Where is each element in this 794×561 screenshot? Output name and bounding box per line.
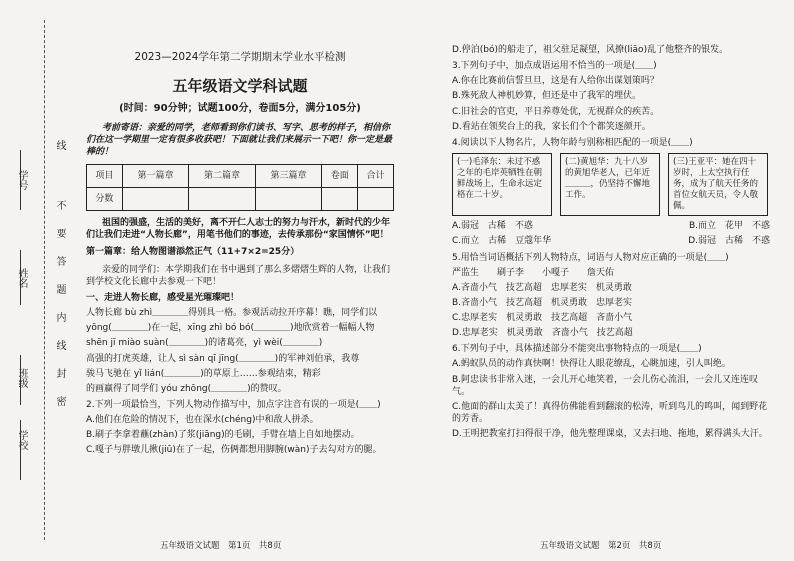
class-label: 班级 — [16, 368, 27, 388]
seal-char: 答 — [54, 256, 65, 266]
score-cell[interactable] — [358, 188, 394, 211]
score-header-cell: 合计 — [358, 165, 394, 188]
class-line — [20, 355, 21, 405]
q4-options-row1 — [452, 220, 770, 232]
q5-option: D.忠厚老实 机灵勇敢 吝啬小气 技艺高超 — [452, 328, 633, 339]
score-row-label: 分数 — [87, 188, 123, 211]
page1-footer: 五年级语文试题 第1页 共8页 — [160, 541, 282, 551]
intro-text: 祖国的强盛，生活的美好，离不开仁人志士的努力与汗水，新时代的少年们让我们走进“人物长廊”，用笔书他们的事迹，去传承那份“家国情怀”吧！ — [86, 218, 391, 241]
seal-char: 封 — [54, 368, 65, 378]
q3-option: B.殊死敌人神机妙算，但还是中了我军的埋伏。 — [452, 91, 642, 102]
q2-option: B.刷子李拿着蘸(zhàn)了浆(jiāng)的毛刷，手臂在墙上自如地摆动。 — [86, 430, 360, 441]
seal-char: 线 — [54, 140, 65, 150]
page2-footer: 五年级语文试题 第2页 共8页 — [540, 541, 662, 551]
q5-option: C.忠厚老实 机灵勇敢 技艺高超 吝啬小气 — [452, 313, 633, 324]
school-line — [20, 420, 21, 480]
q6-stem: 6.下列句子中，具体描述部分不能突出事物特点的一项是(＿＿) — [452, 344, 702, 355]
person-card: (三)王亚平：她在四十岁时，上太空执行任务，成为了航天任务的首位女航天员，令人敬佩。 — [668, 153, 768, 216]
q5-option: A.吝啬小气 技艺高超 忠厚老实 机灵勇敢 — [452, 282, 632, 293]
q1-line: yōng(＿＿＿＿)在一起，xīng zhì bó bó(＿＿＿＿)地欣赏着一幅幅人物 — [86, 323, 375, 334]
q5-block — [452, 252, 770, 340]
section1-intro: 亲爱的同学们：本学期我们在书中遇到了那么多熠熠生辉的人物，让我们到学校文化长廊中去参观一下吧！ — [86, 264, 391, 287]
q2-option: A.他们在危险的情况下，也在深水(chéng)中和敌人拼杀。 — [86, 415, 319, 426]
q5-stem: 5.用恰当词语概括下列人物特点，词语与人物对应正确的一项是(＿＿) — [452, 252, 729, 263]
q3-option: D.看站在领奖台上的我，家长们个个都笑逐颜开。 — [452, 121, 651, 132]
name-label: 姓名 — [16, 268, 27, 288]
q4-cards — [452, 153, 770, 216]
section1-heading: 第一篇章：给人物图谱添然正气（11+7×2=25分） — [86, 246, 300, 257]
left-column — [86, 28, 394, 457]
score-header-cell: 第一篇章 — [122, 165, 189, 188]
binding-dash-line — [44, 20, 45, 540]
score-cell[interactable] — [122, 188, 189, 211]
q4-option: B.而立 花甲 不惑 — [688, 221, 770, 232]
school-label: 学校 — [16, 430, 27, 450]
q3-stem: 3.下列句子中，加点成语运用不恰当的一项是(＿＿) — [452, 61, 657, 72]
score-table-score-row — [87, 188, 394, 211]
q6-option: B.阿忠读书非常入迷，一会儿开心地笑着，一会儿伤心流泪，一会儿又连连叹气。 — [452, 374, 759, 397]
q3-option: A.你在比赛前信誓旦旦，这是有人给你出谋划策吗？ — [452, 76, 659, 87]
person-card: (一)毛泽东：未过不惑之年的毛岸英牺牲在朝鲜战场上，生命永远定格在二十岁。 — [452, 153, 552, 216]
q1-line: 的画赢得了同学们 yóu zhōng(＿＿＿＿)的赞叹。 — [86, 383, 287, 394]
q1-block — [86, 307, 394, 395]
right-column — [452, 44, 770, 440]
score-cell[interactable] — [189, 188, 256, 211]
q2-option-d: D.停泊(bó)的船走了，祖父驻足凝望，风撩(liāo)乱了他整齐的银发。 — [452, 45, 729, 55]
q1-line: 高强的打虎英雄，让人 sì sàn qī jīng(＿＿＿＿)的军神刘伯承，我尊 — [86, 353, 360, 364]
binding-margin — [0, 0, 78, 561]
paper-title: 五年级语文学科试题 — [172, 77, 308, 96]
score-header-cell: 卷面 — [322, 165, 358, 188]
q5-option: B.吝啬小气 技艺高超 机灵勇敢 忠厚老实 — [452, 297, 633, 308]
exam-meta: (时间：90分钟；试题100分，卷面5分，满分105分) — [119, 103, 361, 115]
seal-char: 题 — [54, 284, 65, 294]
score-header-cell: 第二篇章 — [189, 165, 256, 188]
student-id-label: 学号 — [16, 170, 27, 190]
q6-option: C.他面的群山太美了！真得仿佛能看到翻滚的松涛，听到鸟儿的鸣叫，闻到野花的芳香。 — [452, 401, 768, 425]
q3-block — [452, 60, 770, 133]
score-header-cell: 项目 — [87, 165, 123, 188]
q4-option: C.而立 古稀 豆蔻年华 — [452, 236, 552, 247]
q4-option: D.弱冠 古稀 不惑 — [688, 236, 770, 247]
q4-block — [452, 137, 770, 248]
score-table — [86, 164, 394, 211]
seal-char: 线 — [54, 340, 65, 350]
seal-char: 不 — [54, 200, 65, 210]
q1-line: 骏马飞驰在 yǐ lián(＿＿＿＿)的草原上……参观结束，精彩 — [86, 368, 321, 379]
q4-stem: 4.阅读以下人物名片，人物年龄与别称相匹配的一项是(＿＿) — [452, 137, 693, 148]
score-header-cell: 第三篇章 — [255, 165, 322, 188]
q2-option: C.嘎子与胖墩儿揪(jiū)在了一起，伤俩都想用脚腕(wàn)子去勾对方的腿。 — [86, 445, 382, 456]
score-cell[interactable] — [255, 188, 322, 211]
person-card: (二)黄旭华：九十八岁的黄旭华老人，已年近＿＿＿，仍坚持不懈地工作。 — [560, 153, 660, 216]
seal-char: 要 — [54, 228, 65, 238]
score-cell[interactable] — [322, 188, 358, 211]
seal-char: 密 — [54, 396, 65, 406]
q2-stem: 2.下列一项最恰当，下列人物动作描写中，加点字注音有误的一项是(＿＿) — [86, 400, 381, 411]
exam-title: 2023—2024学年第二学期期末学业水平检测 — [134, 51, 346, 63]
q1-line: shēn jī miào suàn(＿＿＿＿)的诸葛亮，yì wèi(＿＿＿＿) — [86, 338, 323, 349]
part1-heading: 一、走进人物长廊，感受星光璀璨吧！ — [86, 293, 240, 304]
exam-notice: 考前寄语：亲爱的同学，老师看到你们读书、写字、思考的样子，相信你们在这一学期里一定有很多收获吧！下面就让我们来展示一下吧！你一定是最棒的！ — [86, 122, 393, 158]
score-table-header-row — [87, 165, 394, 188]
q6-option: A.蚂蚁队员的动作真快啊！快得让人眼花缭乱，心眺加速，引人叫绝。 — [452, 359, 731, 370]
q2-block — [86, 399, 394, 457]
q1-line: 人物长廊 bù zhì＿＿＿＿得别具一格。参观活动拉开序幕！瞧，同学们以 — [86, 308, 378, 319]
q3-option: C.旧社会的官吏，平日养尊处优，无视群众的疾苦。 — [452, 106, 660, 117]
q6-option: D.王明把教室打扫得很干净，他先整理课桌，又去扫地、拖地，累得满头大汗。 — [452, 429, 768, 440]
seal-char: 内 — [54, 312, 65, 322]
q5-persons: 严监生 刷子李 小嘎子 詹天佑 — [452, 267, 615, 278]
q4-option: A.弱冠 古稀 不惑 — [452, 221, 533, 232]
q6-block — [452, 343, 770, 440]
q4-options-row2 — [452, 235, 770, 247]
